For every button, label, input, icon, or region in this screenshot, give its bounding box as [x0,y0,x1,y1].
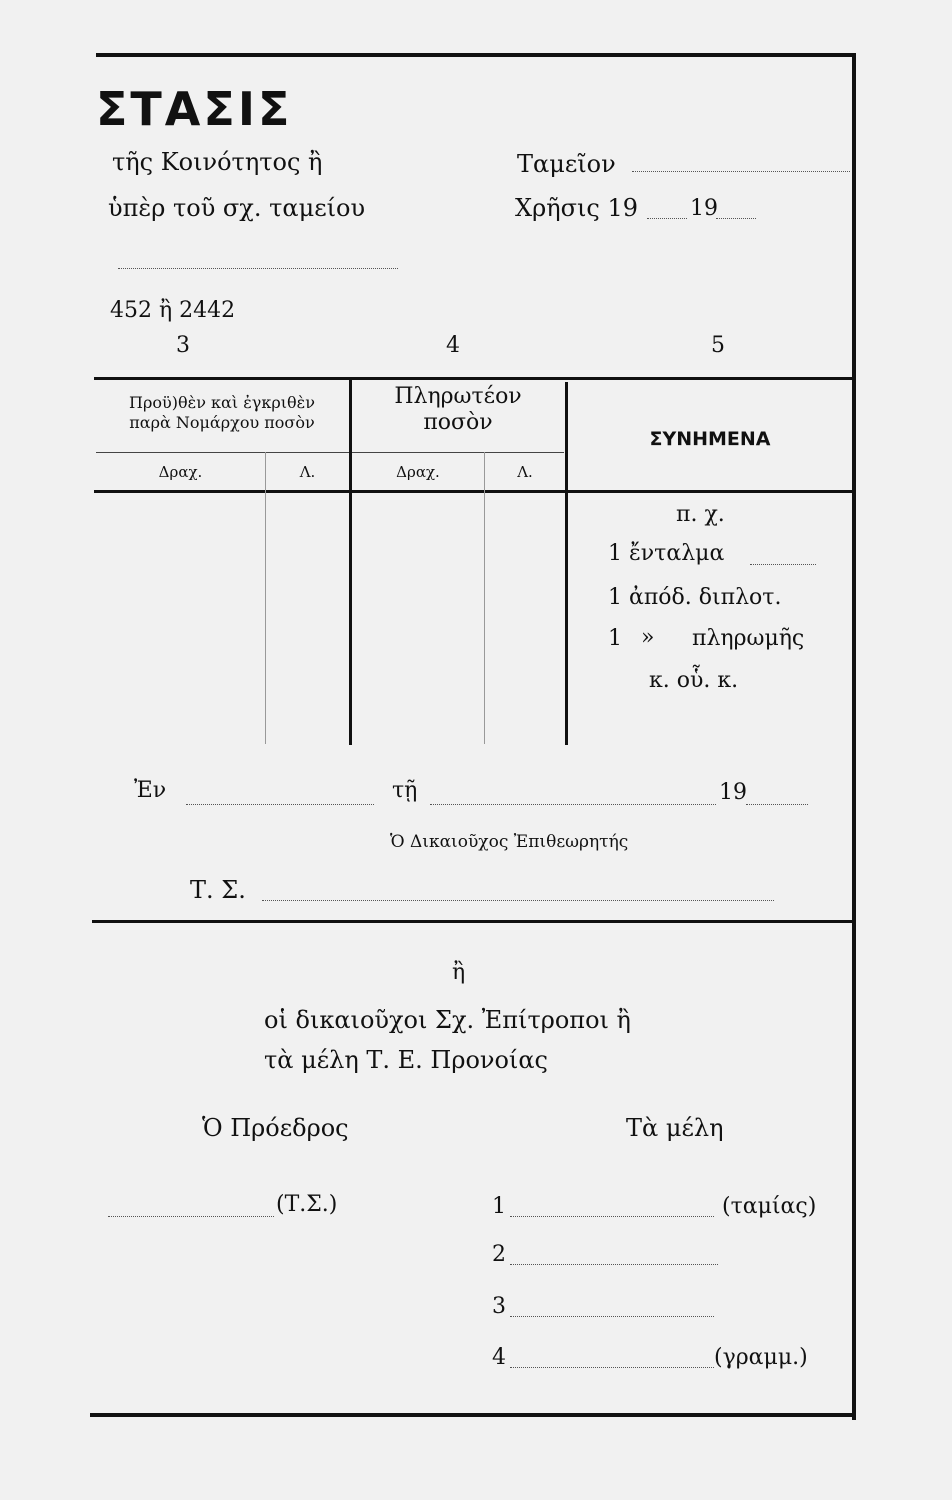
section-divider [92,920,852,923]
seal-label: Τ. Σ. [190,876,246,904]
column-code-5: 5 [711,333,725,358]
subcolumn-divider-1 [265,452,266,744]
subheader-rule [96,452,564,453]
form-title: ΣΤΑΣΙΣ [96,82,293,136]
committee-line-1: οἱ δικαιοῦχοι Σχ. Ἐπίτροποι ἢ [264,1006,631,1034]
chrisis-label: Χρῆσις 19 [515,194,638,222]
tameion-label: Ταμεῖον [517,150,616,178]
president-signature-field[interactable] [108,1216,274,1217]
drachmas-subheader-1: Δραχ. [158,463,203,481]
president-label: Ὁ Πρόεδρος [202,1114,349,1142]
table-header-rule [94,490,852,493]
payable-amount-header-2: ποσὸν [423,410,493,435]
inspector-signature-field[interactable] [262,900,774,901]
member-2-signature-field[interactable] [510,1264,718,1265]
chrisis-field-1[interactable] [647,218,687,219]
approved-amount-header-2: παρὰ Νομάρχου ποσὸν [129,413,315,432]
drachmas-subheader-2: Δραχ. [396,463,440,481]
member-3-number: 3 [492,1294,506,1319]
member-1-role: (ταμίας) [722,1194,817,1219]
table-top-rule [94,377,852,380]
chrisis-year2: 19 [690,196,718,221]
date-label: τῇ [392,778,418,803]
subcolumn-divider-2 [484,452,485,744]
bottom-border [90,1413,856,1417]
payable-amount-header-1: Πληρωτέον [394,384,522,409]
member-2-number: 2 [492,1242,506,1267]
attachment-ditto-mark: » [641,625,655,650]
place-field[interactable] [186,804,374,805]
members-label: Τὰ μέλη [626,1114,724,1142]
committee-line-2: τὰ μέλη Τ. Ε. Προνοίας [264,1046,548,1074]
right-border [852,53,856,1420]
column-code-4: 4 [446,333,460,358]
column-code-3: 3 [176,333,190,358]
community-label: τῆς Κοινότητος ἢ [112,148,323,176]
attachment-payment-num: 1 [608,626,622,651]
community-name-field[interactable] [118,268,398,269]
member-1-number: 1 [492,1194,506,1219]
date-year: 19 [719,780,747,805]
attachment-warrant-field[interactable] [750,564,816,565]
attachment-warrant: 1 ἔνταλμα [608,541,725,566]
attachment-etc: κ. οὗ. κ. [649,668,739,693]
member-4-role: (γραμμ.) [714,1345,808,1370]
attachment-payment: πληρωμῆς [692,626,805,651]
attachment-receipt: 1 ἀπόδ. διπλοτ. [608,585,782,610]
attachments-example: π. χ. [676,502,725,527]
form-number: 452 ἢ 2442 [110,298,236,323]
member-4-number: 4 [492,1345,506,1370]
chrisis-field-2[interactable] [716,218,756,219]
member-4-signature-field[interactable] [510,1367,714,1368]
inspector-label: Ὁ Δικαιοῦχος Ἐπιθεωρητής [390,832,629,852]
lepta-subheader-1: Λ. [299,463,316,481]
school-fund-label: ὑπὲρ τοῦ σχ. ταμείου [108,194,366,222]
year-field[interactable] [746,804,808,805]
top-border [96,53,856,57]
member-3-signature-field[interactable] [510,1316,714,1317]
tameion-field[interactable] [632,171,850,172]
attachments-header: ΣΥΝΗΜΕΝΑ [649,428,771,450]
president-seal: (Τ.Σ.) [276,1192,338,1217]
or-label: ἢ [452,960,466,985]
approved-amount-header-1: Προϋ)θὲν καὶ ἐγκριθὲν [129,393,315,412]
place-label: Ἐν [134,778,167,803]
member-1-signature-field[interactable] [510,1216,714,1217]
date-field[interactable] [430,804,716,805]
lepta-subheader-2: Λ. [517,463,533,481]
